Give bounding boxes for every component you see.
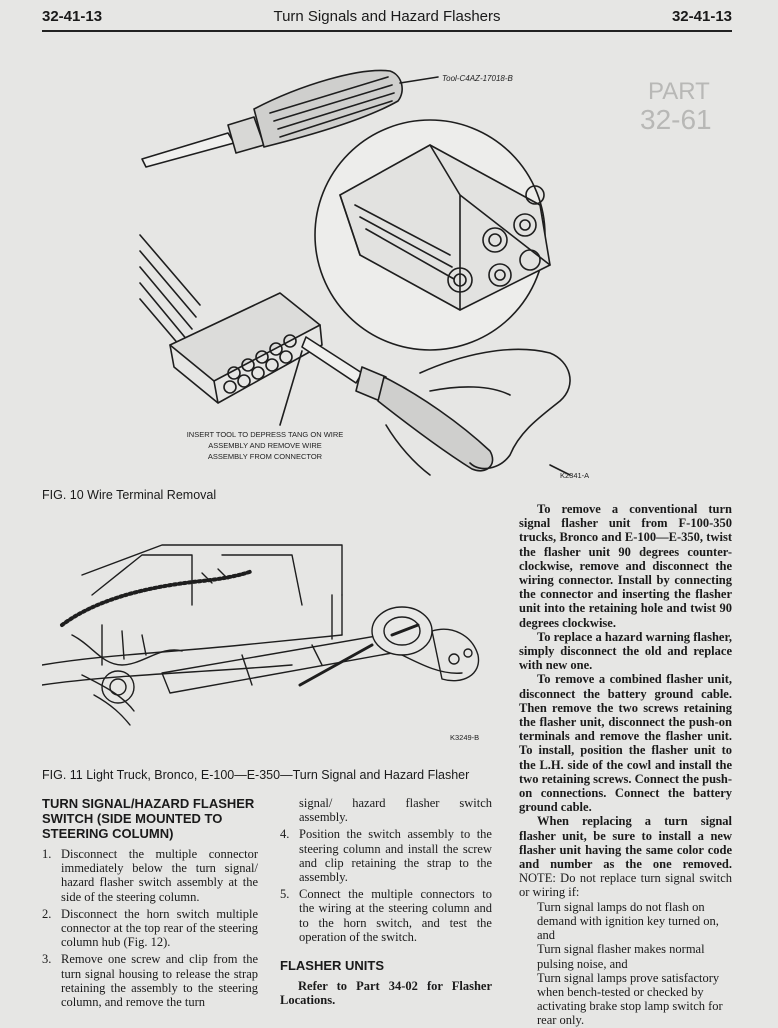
paragraph-combined-flasher: To remove a combined flasher unit, disconnect the battery ground cable. Then remove the two screws retaining the flasher unit, disconnect the push-on terminals and remove the flasher unit. To install, position the flasher unit to the L.H. side of the cowl and install the two retaining screws. Connect the push-on connections. Connect the battery ground cable. xyxy=(519,672,732,815)
bleed-through-part-number: 32-61 xyxy=(640,104,712,135)
column-2 xyxy=(280,796,492,1007)
fig10-code: K2341-A xyxy=(560,471,590,480)
paragraph-hazard-flasher: To replace a hazard warning flasher, simply disconnect the old and replace with new one. xyxy=(519,629,732,673)
bleed-through-part-label: PART xyxy=(648,78,710,105)
fig11-code: K3249-B xyxy=(450,733,480,742)
step-2: 2. Disconnect the horn switch multiple connector at the top rear of the steering column hub (Fig. 12). xyxy=(42,906,258,950)
tool-label: Tool-C4AZ-17018-B xyxy=(442,74,513,83)
step-3-continuation: signal/ hazard flasher switch assembly. xyxy=(299,796,492,825)
turn-signal-flasher-drawing xyxy=(42,535,512,745)
page-title: Turn Signals and Hazard Flashers xyxy=(273,8,501,25)
wire-terminal-removal-drawing xyxy=(130,55,600,485)
column-1 xyxy=(42,796,258,1009)
section-heading-line-1: TURN SIGNAL/HAZARD FLASHER xyxy=(42,796,255,811)
section-heading-line-3: STEERING COLUMN) xyxy=(42,826,174,841)
page-header xyxy=(42,8,732,32)
fig10-illustration xyxy=(130,55,600,485)
paragraph-conventional-flasher: To remove a conventional turn signal flasher unit from F-100-350 trucks, Bronco and E-100—E-350, twist the flasher unit 90 degrees counter-clockwise, remove and disconnect the wiring connector. Install by connecting the connector and inserting the flasher unit into the retaining hole and twist 90 degrees clockwise. xyxy=(519,502,732,630)
page-number-left: 32-41-13 xyxy=(42,8,103,25)
column-3 xyxy=(519,502,732,1028)
condition-1: Turn signal lamps do not flash on demand with ignition key turned on, and xyxy=(537,899,719,943)
paragraph-replacement-note: When replacing a turn signal flasher unit, be sure to install a new flasher unit having the same color code and number as the one removed. NOTE: Do not replace turn signal switch or wiring if: xyxy=(519,814,732,900)
section-heading-line-2: SWITCH (SIDE MOUNTED TO xyxy=(42,811,223,826)
instruction-line-2: ASSEMBLY AND REMOVE WIRE xyxy=(208,441,322,450)
fig10-caption: FIG. 10 Wire Terminal Removal xyxy=(42,488,217,502)
flasher-units-heading: FLASHER UNITS xyxy=(280,958,384,974)
fig11-illustration xyxy=(42,535,512,745)
step-5: 5. Connect the multiple connectors to the wiring at the steering column and to the horn switch, and test the operation of the switch. xyxy=(280,887,492,944)
fig11-caption: FIG. 11 Light Truck, Bronco, E-100—E-350—Turn Signal and Hazard Flasher xyxy=(42,768,470,782)
page-number-right: 32-41-13 xyxy=(671,8,732,25)
instruction-line-3: ASSEMBLY FROM CONNECTOR xyxy=(207,452,323,461)
condition-2: Turn signal flasher makes normal pulsing noise, and xyxy=(537,942,705,971)
step-4: 4. Position the switch assembly to the steering column and install the screw and clip retaining the strap to the assembly. xyxy=(280,827,492,885)
flasher-reference: Refer to Part 34-02 for Flasher Locations. xyxy=(280,979,492,1008)
instruction-line-1: INSERT TOOL TO DEPRESS TANG ON WIRE xyxy=(186,430,344,439)
step-1: 1. Disconnect the multiple connector immediately below the turn signal/ hazard flasher switch assembly at the side of the steering column. xyxy=(42,847,258,904)
step-3: 3. Remove one screw and clip from the turn signal housing to release the strap retaining the assembly to the steering column, and remove the turn xyxy=(42,952,258,1010)
condition-3: Turn signal lamps prove satisfactory when bench-tested or checked by activating brake stop lamp switch for rear only. xyxy=(537,970,723,1028)
